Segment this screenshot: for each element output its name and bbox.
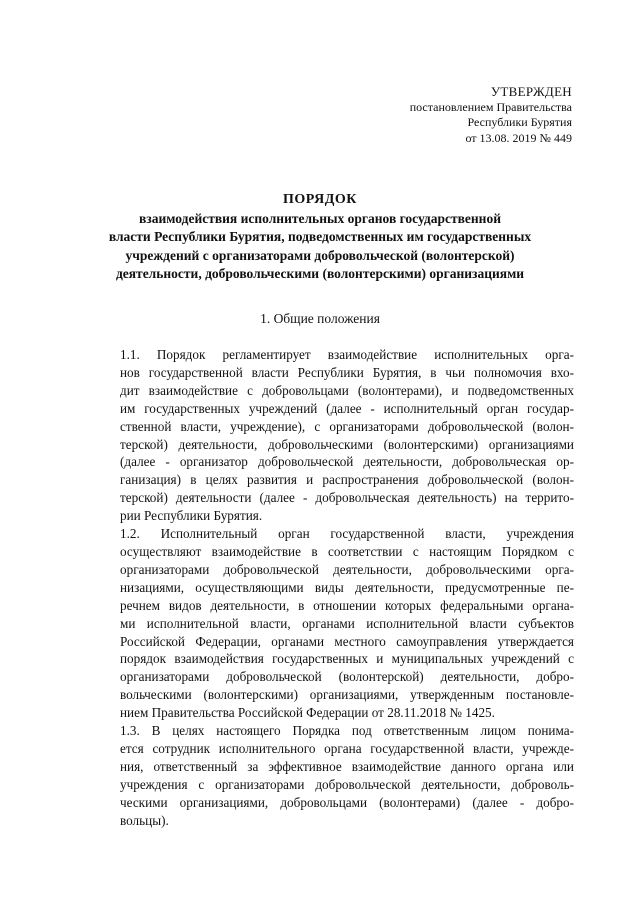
document-body bbox=[84, 346, 574, 829]
text-line: ческими организациями, добровольцами (волонтерами) (далее - добро- bbox=[120, 794, 574, 810]
text-line: терской) деятельности, добровольческими (волонтерскими) организациями bbox=[120, 436, 574, 452]
text-line: дит взаимодействие с добровольцами (волонтерами), и подведомственных bbox=[120, 382, 574, 398]
text-line: ми исполнительной власти, органами исполнительной власти субъектов bbox=[120, 615, 574, 631]
approval-line: Республики Бурятия bbox=[467, 115, 572, 129]
title-line: деятельности, добровольческими (волонтерскими) организациями bbox=[115, 266, 525, 281]
approval-line: постановлением Правительства bbox=[409, 99, 572, 114]
text-line: вольческими (волонтерскими) организациями, утвержденным постановле- bbox=[120, 687, 574, 703]
approval-date-number: от 13.08. 2019 № 449 bbox=[465, 130, 572, 145]
title-line: учреждений с организаторами добровольческой (волонтерской) bbox=[125, 247, 515, 263]
title-line: взаимодействия исполнительных органов государственной bbox=[139, 210, 501, 226]
text-line: терской) деятельности (далее - добровольческая деятельность) на террито- bbox=[120, 490, 574, 506]
section-heading: 1. Общие положения bbox=[260, 311, 380, 326]
paragraph-1-3 bbox=[84, 722, 574, 829]
paragraph-1-2 bbox=[84, 525, 574, 722]
document-title bbox=[60, 191, 580, 284]
text-line: ния, ответственный за эффективное взаимодействие данного органа или bbox=[120, 758, 574, 774]
text-line: 1.1. Порядок регламентирует взаимодействие исполнительных орга- bbox=[120, 347, 574, 362]
text-line: (далее - организатор добровольческой деятельности, добровольческая ор- bbox=[120, 454, 574, 470]
text-line: 1.2. Исполнительный орган государственной власти, учреждения bbox=[120, 526, 574, 542]
approval-heading: УТВЕРЖДЕН bbox=[490, 84, 572, 99]
text-line: вольцы). bbox=[120, 812, 169, 828]
text-line: порядок взаимодействия государственных и муниципальных учреждений с bbox=[120, 651, 574, 667]
text-line: нием Правительства Российской Федерации от 28.11.2018 № 1425. bbox=[120, 705, 495, 721]
paragraph-1-1 bbox=[84, 346, 574, 525]
text-line: организаторами добровольческой (волонтерской) деятельности, добро- bbox=[120, 669, 574, 685]
text-line: Российской Федерации, органами местного самоуправления утверждается bbox=[120, 633, 574, 649]
text-line: ганизация) в целях развития и распространения добровольческой (волон- bbox=[120, 472, 574, 488]
title-main: ПОРЯДОК bbox=[283, 192, 357, 207]
text-line: учреждения с организаторами добровольческой деятельности, доброволь- bbox=[120, 776, 574, 792]
text-line: ственной власти, учреждение), с организаторами добровольческой (волон- bbox=[120, 418, 574, 434]
approval-stamp bbox=[410, 84, 572, 146]
text-line: ется сотрудник исполнительного органа государственной власти, учрежде- bbox=[120, 740, 574, 756]
text-line: нов государственной власти Республики Бурятия, в чьи полномочия вхо- bbox=[120, 364, 574, 380]
text-line: низациями, осуществляющими виды деятельности, предусмотренные пе- bbox=[120, 579, 574, 595]
title-line: власти Республики Бурятия, подведомственных им государственных bbox=[108, 229, 532, 244]
text-line: организаторами добровольческой деятельности, добровольческими орга- bbox=[120, 561, 574, 577]
text-line: 1.3. В целях настоящего Порядка под ответственным лицом понима- bbox=[120, 723, 574, 739]
text-line: им государственных учреждений (далее - исполнительный орган государ- bbox=[120, 400, 574, 416]
text-line: осуществляют взаимодействие в соответствии с настоящим Порядком с bbox=[120, 543, 574, 559]
text-line: рии Республики Бурятия. bbox=[120, 508, 263, 524]
text-line: речнем видов деятельности, в отношении которых федеральными органа- bbox=[120, 597, 574, 613]
